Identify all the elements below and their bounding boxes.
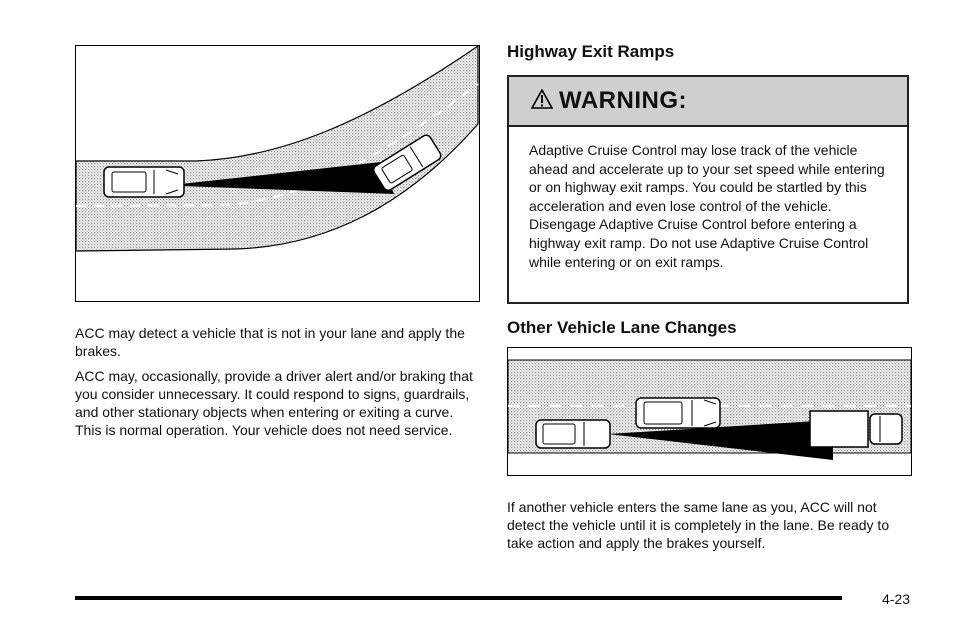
own-car-icon (104, 167, 184, 197)
heading-other-vehicle-lane-changes: Other Vehicle Lane Changes (507, 318, 737, 337)
paragraph-lane-change: If another vehicle enters the same lane as you, ACC will not detect the vehicle until it is completely in the lane. Be ready to take action and apply the brakes yourself. (507, 499, 890, 551)
curve-road-figure (75, 45, 480, 302)
own-car-icon (536, 420, 610, 448)
warning-title: WARNING: (559, 87, 687, 114)
heading-highway-exit-ramps: Highway Exit Ramps (507, 42, 675, 61)
truck-icon (810, 411, 902, 447)
paragraph-acc-occasional: ACC may, occasionally, provide a driver alert and/or braking that you consider unnecessary. It could respond to signs, guardrails, and other stationary objects when entering or exiting a curve. This is normal operation. Your vehicle does not need service. (75, 368, 473, 438)
paragraph-acc-detect: ACC may detect a vehicle that is not in your lane and apply the brakes. (75, 325, 465, 359)
warning-header (509, 77, 907, 127)
warning-triangle-icon (531, 89, 553, 114)
lane-change-figure (507, 347, 912, 476)
page-number: 4-23 (882, 591, 911, 607)
warning-box (507, 75, 909, 304)
merging-car-icon (636, 398, 720, 428)
footer-rule (75, 596, 842, 600)
warning-body: Adaptive Cruise Control may lose track of the vehicle ahead and accelerate up to your set speed while entering or on highway exit ramps. You could be startled by this acceleration and even lose control of the vehicle. Disengage Adaptive Cruise Control before entering a highway exit ramp. Do not use Adaptive Cruise Control while entering or on exit ramps. (529, 142, 885, 270)
